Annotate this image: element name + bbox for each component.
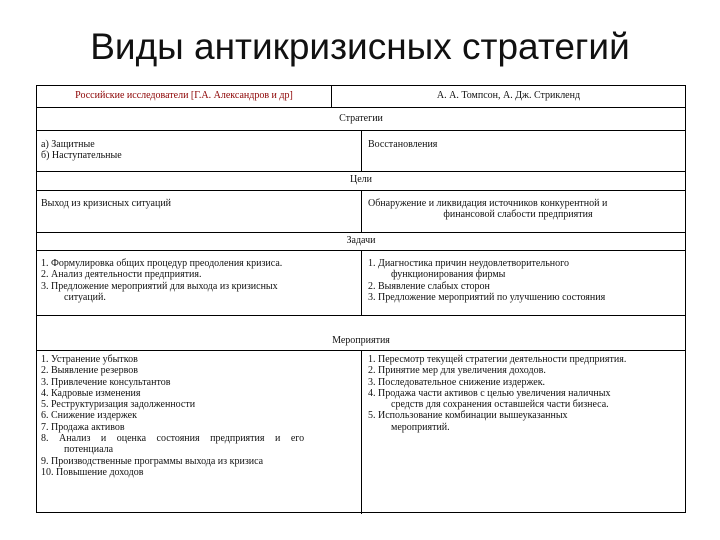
tasks-left	[41, 258, 351, 303]
task-item: 3. Предложение мероприятий для выхода из кризисных	[41, 280, 278, 292]
measure-item: 1. Устранение убытков	[41, 354, 138, 365]
row-divider	[37, 232, 685, 233]
column-divider	[361, 130, 362, 171]
slide-title: Виды антикризисных стратегий	[90, 26, 630, 67]
measures-right	[368, 354, 684, 433]
section-measures: Мероприятия	[332, 335, 390, 346]
measure-item: мероприятий.	[391, 421, 450, 433]
task-item: 3. Предложение мероприятий по улучшению состояния	[368, 291, 606, 303]
task-item: 1. Диагностика причин неудовлетворительного	[368, 258, 570, 269]
measure-item: 2. Выявление резервов	[41, 365, 138, 377]
measure-item: 7. Продажа активов	[41, 421, 125, 433]
header-right: А. А. Томпсон, А. Дж. Стрикленд	[436, 90, 581, 101]
strategies-right: Восстановления	[368, 139, 438, 150]
section-strategies: Стратегии	[339, 113, 383, 124]
row-divider	[37, 171, 685, 172]
task-item: ситуаций.	[64, 291, 106, 303]
measure-item: 3. Привлечение консультантов	[41, 376, 171, 388]
measures-left	[41, 354, 353, 478]
measure-item: средств для сохранения оставшейся части бизнеса.	[391, 399, 609, 411]
goal-line: Обнаружение и ликвидация источников конкурентной и	[368, 198, 608, 209]
row-divider	[37, 107, 685, 108]
goals-right	[368, 198, 668, 221]
measure-item: 2. Принятие мер для увеличения доходов.	[368, 365, 546, 377]
measure-item: 10. Повышение доходов	[41, 466, 144, 478]
task-item: 2. Анализ деятельности предприятия.	[41, 269, 202, 281]
task-item: 1. Формулировка общих процедур преодоления кризиса.	[41, 258, 283, 269]
strategies-table	[36, 85, 686, 513]
measure-item: 8. Анализ и оценка состояния предприятия и его	[41, 433, 305, 445]
measure-item: 1. Пересмотр текущей стратегии деятельности предприятия.	[368, 354, 627, 365]
measure-item: 3. Последовательное снижение издержек.	[368, 376, 546, 388]
measure-item: потенциала	[64, 444, 114, 456]
header-left: Российские исследователи [Г.А. Александров и др]	[75, 90, 293, 101]
task-item: функционирования фирмы	[391, 269, 506, 281]
column-divider	[361, 190, 362, 232]
strategies-left	[41, 139, 122, 162]
goals-left: Выход из кризисных ситуаций	[41, 198, 172, 209]
measure-item: 4. Продажа части активов с целью увеличения наличных	[368, 387, 611, 399]
task-item: 2. Выявление слабых сторон	[368, 280, 490, 292]
measure-item: 5. Использование комбинации вышеуказанных	[368, 410, 568, 422]
strategy-item: а) Защитные	[41, 139, 95, 150]
column-divider	[361, 350, 362, 514]
measure-item: 5. Реструктуризация задолженности	[41, 399, 196, 411]
goal-line: финансовой слабости предприятия	[443, 209, 593, 221]
column-divider	[361, 250, 362, 315]
strategy-item: б) Наступательные	[41, 150, 122, 162]
row-divider	[37, 315, 685, 316]
tasks-right	[368, 258, 684, 303]
section-goals: Цели	[349, 174, 372, 185]
measure-item: 9. Производственные программы выхода из кризиса	[41, 455, 264, 467]
section-tasks: Задачи	[346, 235, 376, 246]
measure-item: 4. Кадровые изменения	[41, 387, 141, 399]
measure-item: 6. Снижение издержек	[41, 410, 137, 422]
